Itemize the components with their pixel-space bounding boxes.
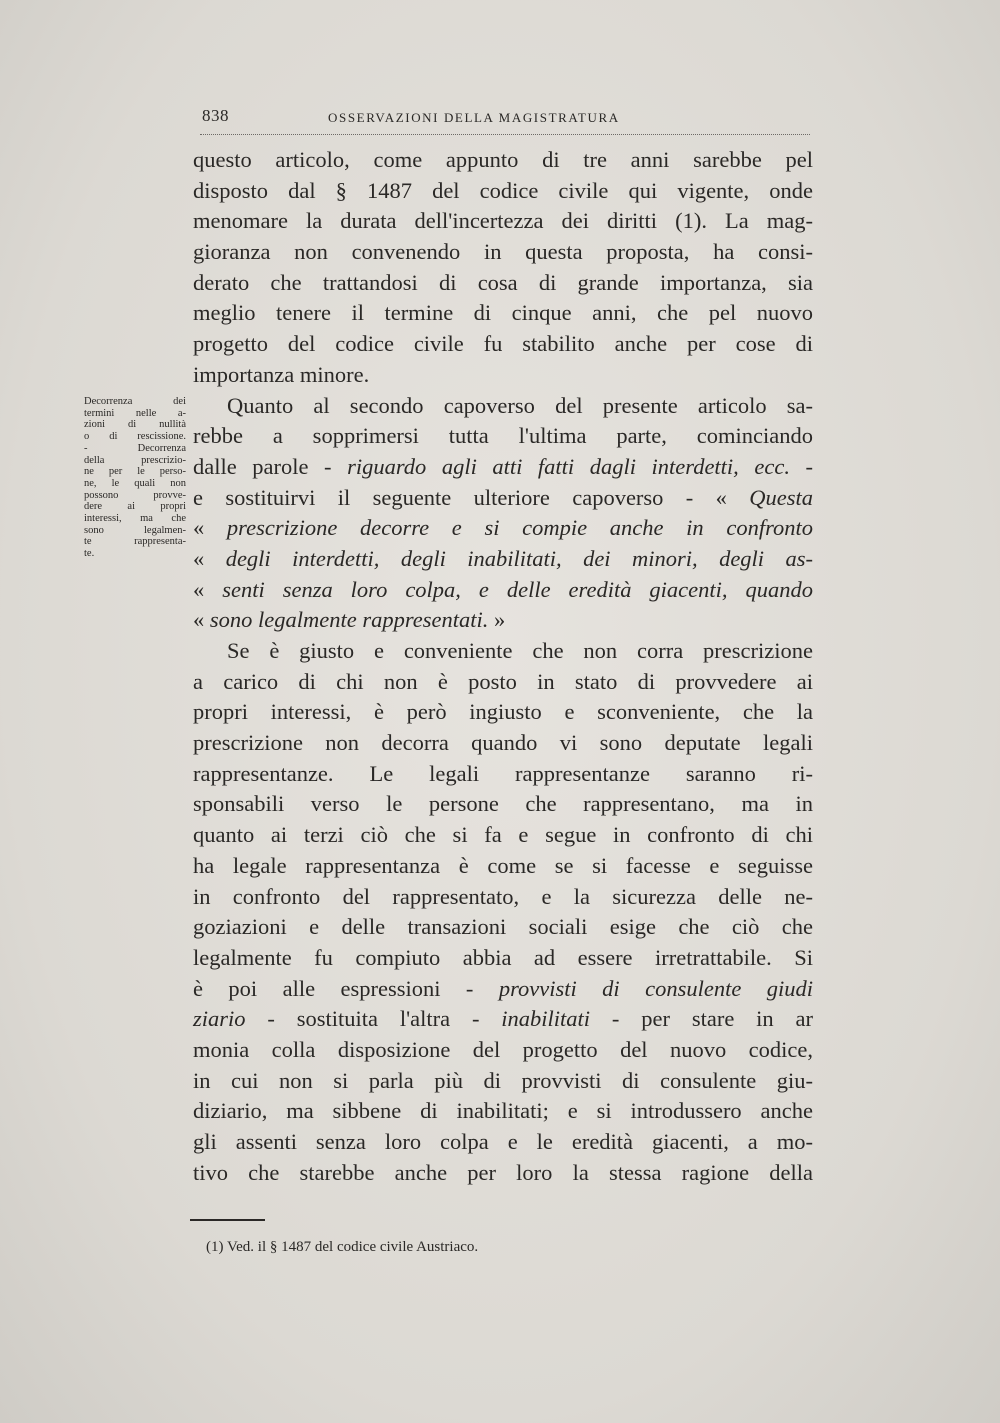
footnote-rule bbox=[190, 1219, 265, 1221]
italic-text: inabilitati bbox=[501, 1006, 591, 1032]
body-line: sponsabili verso le persone che rappresentano, ma in bbox=[193, 791, 813, 817]
body-line: rappresentanze. Le legali rappresentanze saranno ri- bbox=[193, 760, 813, 786]
marginal-note-line: - Decorrenza bbox=[84, 442, 186, 454]
body-line bbox=[193, 483, 813, 514]
marginal-note-line: sono legalmen- bbox=[84, 524, 186, 536]
text-run: « bbox=[193, 545, 226, 571]
body-line: monia colla disposizione del progetto del nuovo codice, bbox=[193, 1036, 813, 1062]
marginal-note-line: interessi, ma che bbox=[84, 513, 186, 525]
italic-text: Questa bbox=[749, 484, 813, 510]
body-line bbox=[193, 605, 813, 636]
text-run: » bbox=[488, 607, 506, 633]
italic-text: degli interdetti, degli inabilitati, dei minori, degli as- bbox=[225, 545, 813, 571]
body-line: gioranza non convenendo in questa proposta, ha consi- bbox=[193, 239, 813, 265]
body-line bbox=[193, 575, 813, 606]
body-text bbox=[193, 145, 813, 1188]
body-line: prescrizione non decorra quando vi sono deputate legali bbox=[193, 730, 813, 756]
marginal-note-line: ne, le quali non bbox=[84, 477, 186, 489]
italic-text: senti senza loro colpa, e delle eredità giacenti, quando bbox=[222, 576, 814, 602]
italic-text: prescrizione decorre e si compie anche in confronto bbox=[226, 515, 814, 541]
marginal-note-line: o di rescissione. bbox=[84, 431, 186, 443]
marginal-note-line: Decorrenza dei bbox=[84, 396, 186, 407]
text-run: « bbox=[193, 607, 210, 633]
body-line: Se è giusto e conveniente che non corra prescrizione bbox=[227, 638, 813, 663]
text-run: e sostituirvi il seguente ulteriore capoverso - « bbox=[193, 484, 750, 510]
marginal-note-line: dere ai propri bbox=[84, 501, 186, 513]
marginal-note bbox=[84, 396, 186, 560]
body-line: a carico di chi non è posto in stato di provvedere ai bbox=[193, 668, 813, 694]
italic-text: provvisti di consulente giudi bbox=[498, 975, 813, 1001]
body-line: menomare la durata dell'incertezza dei diritti (1). La mag- bbox=[193, 208, 813, 234]
italic-text: ziario bbox=[193, 1006, 246, 1032]
marginal-note-line: te rappresenta- bbox=[84, 536, 186, 548]
body-line: legalmente fu compiuto abbia ad essere irretrattabile. Si bbox=[193, 944, 813, 970]
body-line: propri interessi, è però ingiusto e sconveniente, che la bbox=[193, 699, 813, 725]
body-line bbox=[193, 974, 813, 1005]
body-line: derato che trattandosi di cosa di grande importanza, sia bbox=[193, 269, 813, 295]
body-line: rebbe a sopprimersi tutta l'ultima parte, cominciando bbox=[193, 423, 813, 449]
body-line bbox=[193, 513, 813, 544]
page-header bbox=[200, 104, 810, 135]
body-line: ha legale rappresentanza è come se si facesse e seguisse bbox=[193, 852, 813, 878]
text-run: - per stare in ar bbox=[590, 1006, 813, 1032]
body-line bbox=[193, 452, 813, 483]
text-run: - sostituita l'altra - bbox=[245, 1006, 502, 1032]
body-line: gli assenti senza loro colpa e le eredità giacenti, a mo- bbox=[193, 1129, 813, 1154]
body-line: Quanto al secondo capoverso del presente articolo sa- bbox=[227, 392, 813, 418]
marginal-note-line: zioni di nullità bbox=[84, 419, 186, 431]
body-line bbox=[193, 544, 813, 575]
marginal-note-line: ne per le perso- bbox=[84, 466, 186, 478]
body-line: disposto dal § 1487 del codice civile qui vigente, onde bbox=[193, 177, 813, 203]
footnote: (1) Ved. il § 1487 del codice civile Austriaco. bbox=[206, 1239, 479, 1255]
page-number: 838 bbox=[202, 106, 229, 125]
text-run: « bbox=[193, 515, 227, 541]
italic-text: riguardo agli atti fatti dagli interdetti, ecc. bbox=[347, 453, 790, 479]
body-line bbox=[193, 1004, 813, 1035]
body-line: meglio tenere il termine di cinque anni, che pel nuovo bbox=[193, 300, 813, 326]
italic-text: sono legalmente rappresentati. bbox=[209, 607, 489, 633]
text-run: - bbox=[789, 453, 813, 479]
marginal-note-line: possono provve- bbox=[84, 489, 186, 501]
body-line: goziazioni e delle transazioni sociali esige che ciò che bbox=[193, 914, 813, 940]
body-line: importanza minore. bbox=[193, 361, 370, 387]
marginal-note-line: te. bbox=[84, 548, 95, 560]
text-run: « bbox=[193, 576, 223, 602]
body-line: in cui non si parla più di provvisti di consulente giu- bbox=[193, 1067, 813, 1093]
text-run: dalle parole - bbox=[193, 453, 348, 479]
running-head: OSSERVAZIONI DELLA MAGISTRATURA bbox=[328, 110, 620, 125]
body-line: tivo che starebbe anche per loro la stessa ragione della bbox=[193, 1159, 813, 1185]
body-line: questo articolo, come appunto di tre anni sarebbe pel bbox=[193, 147, 813, 172]
body-line: progetto del codice civile fu stabilito anche per cose di bbox=[193, 331, 813, 357]
marginal-note-line: della prescrizio- bbox=[84, 454, 186, 466]
body-line: in confronto del rappresentato, e la sicurezza delle ne- bbox=[193, 883, 813, 909]
text-run: è poi alle espressioni - bbox=[193, 975, 499, 1001]
body-line: diziario, ma sibbene di inabilitati; e si introdussero anche bbox=[193, 1098, 813, 1124]
marginal-note-line: termini nelle a- bbox=[84, 407, 186, 419]
body-line: quanto ai terzi ciò che si fa e segue in confronto di chi bbox=[193, 822, 813, 848]
